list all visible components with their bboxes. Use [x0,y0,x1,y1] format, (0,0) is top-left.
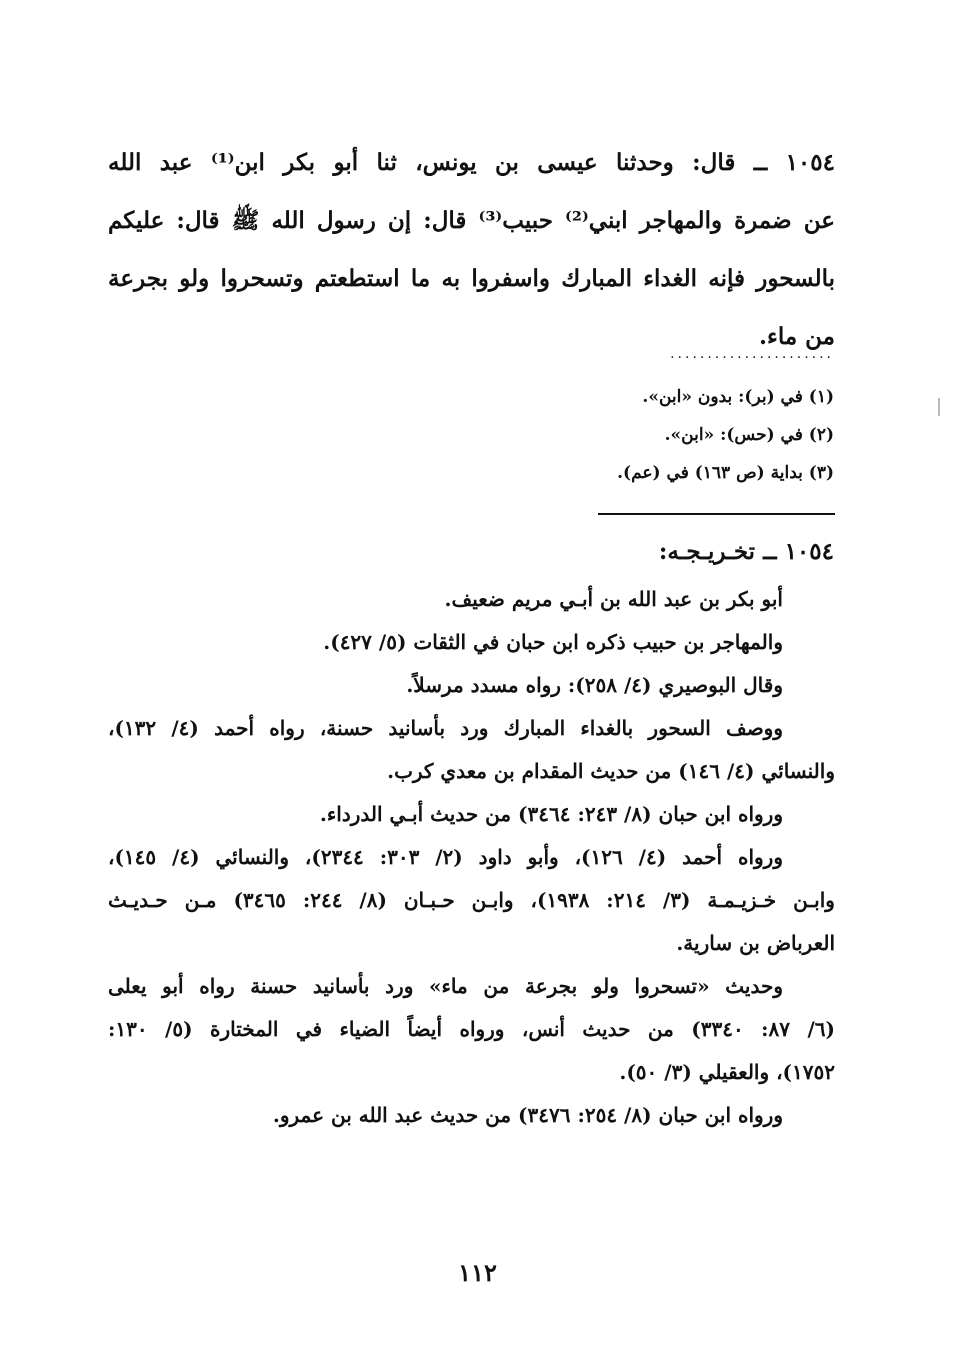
takhrij-line: ١٧٥٢)، والعقيلي (٣/ ٥٠). [619,1060,835,1084]
hadith-line-2: عن ضمرة والمهاجر ابني⁽²⁾ حبيب⁽³⁾ قال: إن رسول الله ﷺ قال: عليكم [108,207,835,234]
takhrij-line: ورواه ابن حبان (٨/ ٢٥٤: ٣٤٧٦) من حديث عبد الله بن عمرو. [272,1103,783,1127]
footnote-3: (٣) بداية (ص ١٦٣) في (عم). [617,463,834,483]
footnotes [400,378,834,492]
section-divider [598,513,835,515]
takhrij-line: وحديث «تسحروا ولو بجرعة من ماء» ورد بأسانيد حسنة رواه أبو يعلى [108,974,783,998]
hadith-line-1: ١٠٥٤ ــ قال: وحدثنا عيسى بن يونس، ثنا أبو بكر ابن⁽¹⁾ عبد الله [108,149,835,176]
takhrij-line: وابـن خـزيـمـة (٣/ ٢١٤: ١٩٣٨)، وابـن حـبـان (٨/ ٢٤٤: ٣٤٦٥) مـن حـديـث [108,888,835,912]
footnote-separator: ...................... [670,346,834,362]
takhrij-text [108,578,835,1137]
takhrij-line: أبو بكر بن عبد الله بن أبـي مريم ضعيف. [444,587,783,611]
takhrij-line: العرباض بن سارية. [676,931,835,955]
hadith-line-4: من ماء. [759,323,835,350]
takhrij-line: وقال البوصيري (٤/ ٢٥٨): رواه مسدد مرسلاً. [406,673,783,697]
hadith-text [108,134,835,366]
takhrij-line: والمهاجر بن حبيب ذكره ابن حبان في الثقات (٥/ ٤٢٧). [323,630,783,654]
footnote-2: (٢) في (حس): «ابن». [664,425,834,445]
takhrij-line: ووصف السحور بالغداء المبارك ورد بأسانيد حسنة، رواه أحمد (٤/ ١٣٢)، [108,716,783,740]
takhrij-line: ورواه ابن حبان (٨/ ٢٤٣: ٣٤٦٤) من حديث أبـي الدرداء. [319,802,783,826]
takhrij-line: ورواه أحمد (٤/ ١٢٦)، وأبو داود (٢/ ٣٠٣: ٢٣٤٤)، والنسائي (٤/ ١٤٥)، [108,845,783,869]
page-number: ١١٢ [458,1258,497,1287]
hadith-line-3: بالسحور فإنه الغداء المبارك واسفروا به ما استطعتم وتسحروا ولو بجرعة [108,265,835,292]
takhrij-line: (٦/ ٨٧: ٣٣٤٠) من حديث أنس، ورواه أيضاً الضياء في المختارة (٥/ ١٣٠: [108,1017,835,1041]
takhrij-line: والنسائي (٤/ ١٤٦) من حديث المقدام بن معدي كرب. [387,759,835,783]
footnote-1: (١) في (بر): بدون «ابن». [642,387,834,407]
takhrij-heading: ١٠٥٤ ــ تخـريـجـه: [658,538,834,565]
scan-artifact-mark [938,398,940,416]
